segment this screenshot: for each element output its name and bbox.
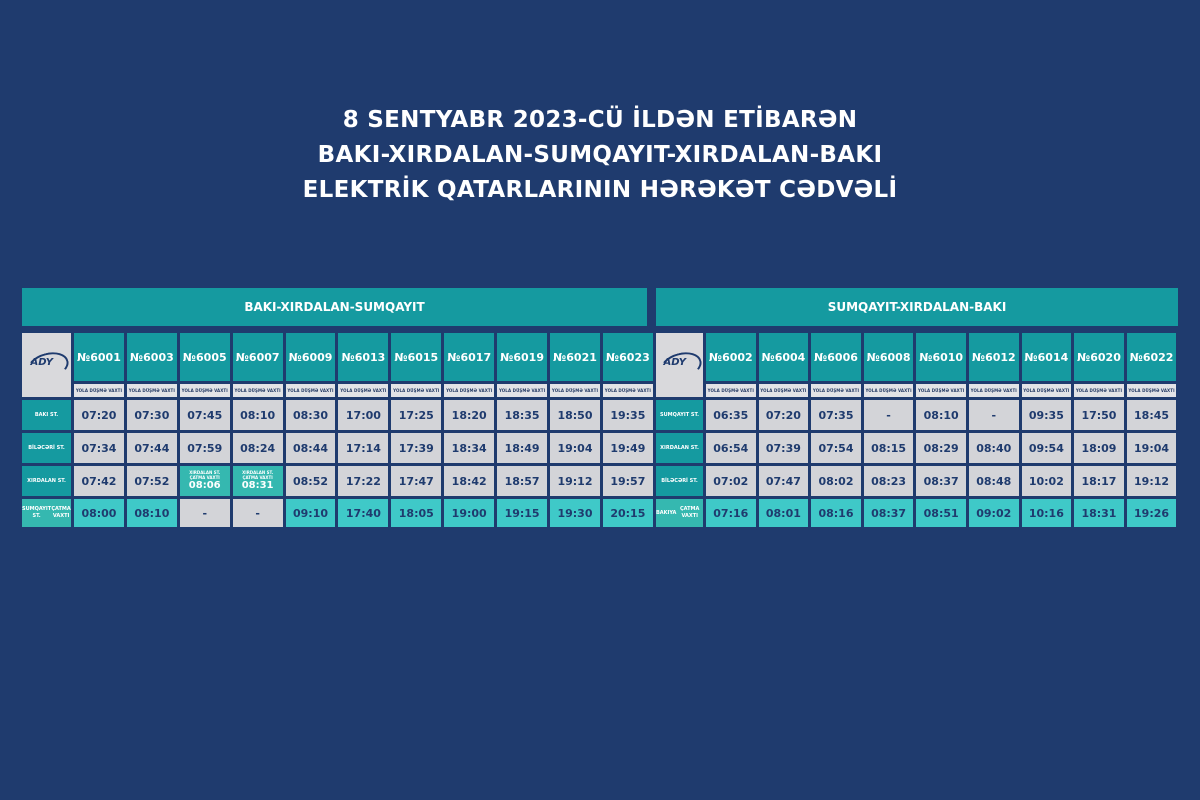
arrival-time: 19:00 <box>444 499 494 527</box>
station-label: BAKI ST. <box>22 400 71 430</box>
departure-time: 08:40 <box>969 433 1019 463</box>
departure-time-label: YOLA DÜŞMƏ VAXTI <box>1074 384 1124 397</box>
note-label: ÇATMA VAXTI <box>242 475 273 480</box>
departure-time: 08:44 <box>286 433 336 463</box>
departure-time-label: YOLA DÜŞMƏ VAXTI <box>706 384 756 397</box>
departure-time: 08:10 <box>916 400 966 430</box>
station-label: XIRDALAN ST. <box>656 433 703 463</box>
train-number-header: №6006 <box>811 333 861 381</box>
departure-time: 08:10 <box>233 400 283 430</box>
departure-time: 07:45 <box>180 400 230 430</box>
ady-logo-icon <box>660 353 700 377</box>
train-number-header: №6019 <box>497 333 547 381</box>
train-number-header: №6015 <box>391 333 441 381</box>
train-number-header: №6021 <box>550 333 600 381</box>
departure-time: 19:12 <box>1127 466 1177 496</box>
departure-time-label: YOLA DÜŞMƏ VAXTI <box>74 384 124 397</box>
train-number-header: №6001 <box>74 333 124 381</box>
departure-time: 07:20 <box>759 400 809 430</box>
train-number-header: №6017 <box>444 333 494 381</box>
departure-time-label: YOLA DÜŞMƏ VAXTI <box>864 384 914 397</box>
ady-logo <box>22 333 71 397</box>
departure-time: 19:04 <box>550 433 600 463</box>
departure-time-label: YOLA DÜŞMƏ VAXTI <box>497 384 547 397</box>
departure-time: 18:42 <box>444 466 494 496</box>
note-station: XIRDALAN ST. <box>189 470 221 475</box>
arrival-station-line1: SUMQAYIT ST. <box>22 506 52 519</box>
departure-time: 18:34 <box>444 433 494 463</box>
arrival-station-label <box>656 499 703 527</box>
departure-time: 18:50 <box>550 400 600 430</box>
departure-time: 07:59 <box>180 433 230 463</box>
departure-time: 08:24 <box>233 433 283 463</box>
departure-time: 08:30 <box>286 400 336 430</box>
left-panel-header: BAKI-XIRDALAN-SUMQAYIT <box>22 288 647 326</box>
arrival-station-line1: BAKIYA <box>656 509 677 516</box>
departure-time-label: YOLA DÜŞMƏ VAXTI <box>969 384 1019 397</box>
departure-time: 08:15 <box>864 433 914 463</box>
arrival-time: 08:00 <box>74 499 124 527</box>
logo-text: ADY <box>663 357 687 368</box>
arrival-time: 18:31 <box>1074 499 1124 527</box>
title-line-1: 8 SENTYABR 2023-CÜ İLDƏN ETİBARƏN <box>342 107 858 133</box>
departure-time-label: YOLA DÜŞMƏ VAXTI <box>759 384 809 397</box>
train-number-header: №6009 <box>286 333 336 381</box>
train-number-header: №6023 <box>603 333 653 381</box>
train-number-header: №6004 <box>759 333 809 381</box>
arrival-time: 20:15 <box>603 499 653 527</box>
arrival-time: 08:37 <box>864 499 914 527</box>
train-number-header: №6020 <box>1074 333 1124 381</box>
right-timetable <box>656 333 1176 527</box>
ady-logo-icon <box>27 353 67 377</box>
departure-time: 19:04 <box>1127 433 1177 463</box>
departure-time: 10:02 <box>1022 466 1072 496</box>
arrival-station-line2: ÇATMA VAXTI <box>680 506 700 519</box>
train-number-header: №6007 <box>233 333 283 381</box>
train-number-header: №6002 <box>706 333 756 381</box>
departure-time: 08:37 <box>916 466 966 496</box>
departure-time: 08:48 <box>969 466 1019 496</box>
departure-time-label: YOLA DÜŞMƏ VAXTI <box>916 384 966 397</box>
station-label: BİLƏCƏRİ ST. <box>656 466 703 496</box>
departure-time: 18:20 <box>444 400 494 430</box>
departure-time: 08:52 <box>286 466 336 496</box>
departure-time: 19:57 <box>603 466 653 496</box>
departure-time: 19:12 <box>550 466 600 496</box>
departure-time: 07:30 <box>127 400 177 430</box>
departure-time: 07:34 <box>74 433 124 463</box>
train-number-header: №6005 <box>180 333 230 381</box>
arrival-time: 09:10 <box>286 499 336 527</box>
departure-time-label: YOLA DÜŞMƏ VAXTI <box>550 384 600 397</box>
note-label: ÇATMA VAXTI <box>189 475 220 480</box>
departure-time: 06:54 <box>706 433 756 463</box>
baki-sumqayit-panel <box>22 288 651 520</box>
departure-time: 08:23 <box>864 466 914 496</box>
xirdalan-arrival-note <box>233 466 283 496</box>
departure-time-label: YOLA DÜŞMƏ VAXTI <box>1127 384 1177 397</box>
arrival-station-line2: ÇATMA VAXTI <box>51 506 71 519</box>
title-line-3: ELEKTRİK QATARLARININ HƏRƏKƏT CƏDVƏLİ <box>302 177 898 203</box>
departure-time: 18:35 <box>497 400 547 430</box>
departure-time-label: YOLA DÜŞMƏ VAXTI <box>1022 384 1072 397</box>
departure-time-label: YOLA DÜŞMƏ VAXTI <box>603 384 653 397</box>
departure-time: 18:45 <box>1127 400 1177 430</box>
arrival-time: 19:26 <box>1127 499 1177 527</box>
departure-time: 07:39 <box>759 433 809 463</box>
departure-time-label: YOLA DÜŞMƏ VAXTI <box>233 384 283 397</box>
departure-time-label: YOLA DÜŞMƏ VAXTI <box>286 384 336 397</box>
departure-time: 09:35 <box>1022 400 1072 430</box>
departure-time: - <box>864 400 914 430</box>
note-time: 08:06 <box>188 480 221 491</box>
arrival-time: 08:10 <box>127 499 177 527</box>
note-time: 08:31 <box>241 480 274 491</box>
departure-time: 06:35 <box>706 400 756 430</box>
departure-time: 07:20 <box>74 400 124 430</box>
arrival-time: 08:01 <box>759 499 809 527</box>
departure-time: 07:42 <box>74 466 124 496</box>
departure-time: 18:49 <box>497 433 547 463</box>
departure-time: 18:17 <box>1074 466 1124 496</box>
arrival-time: 07:16 <box>706 499 756 527</box>
arrival-time: 19:15 <box>497 499 547 527</box>
departure-time: 09:54 <box>1022 433 1072 463</box>
arrival-time: - <box>233 499 283 527</box>
departure-time: 07:35 <box>811 400 861 430</box>
departure-time: 07:54 <box>811 433 861 463</box>
arrival-time: 19:30 <box>550 499 600 527</box>
departure-time: 07:02 <box>706 466 756 496</box>
logo-text: ADY <box>30 357 54 368</box>
departure-time: 18:09 <box>1074 433 1124 463</box>
departure-time: - <box>969 400 1019 430</box>
departure-time: 08:29 <box>916 433 966 463</box>
train-number-header: №6010 <box>916 333 966 381</box>
station-label: SUMQAYIT ST. <box>656 400 703 430</box>
departure-time: 17:39 <box>391 433 441 463</box>
departure-time: 17:00 <box>338 400 388 430</box>
left-timetable <box>22 333 653 527</box>
departure-time: 17:47 <box>391 466 441 496</box>
train-number-header: №6014 <box>1022 333 1072 381</box>
train-number-header: №6022 <box>1127 333 1177 381</box>
note-station: XIRDALAN ST. <box>242 470 274 475</box>
departure-time: 17:14 <box>338 433 388 463</box>
arrival-time: 08:16 <box>811 499 861 527</box>
departure-time: 08:02 <box>811 466 861 496</box>
arrival-time: 17:40 <box>338 499 388 527</box>
station-label: XIRDALAN ST. <box>22 466 71 496</box>
departure-time: 17:25 <box>391 400 441 430</box>
departure-time: 19:35 <box>603 400 653 430</box>
train-number-header: №6008 <box>864 333 914 381</box>
xirdalan-arrival-note <box>180 466 230 496</box>
station-label: BİLƏCƏRİ ST. <box>22 433 71 463</box>
departure-time: 07:47 <box>759 466 809 496</box>
right-panel-header: SUMQAYIT-XIRDALAN-BAKI <box>656 288 1178 326</box>
arrival-time: 10:16 <box>1022 499 1072 527</box>
departure-time: 07:52 <box>127 466 177 496</box>
departure-time-label: YOLA DÜŞMƏ VAXTI <box>444 384 494 397</box>
ady-logo <box>656 333 703 397</box>
arrival-time: 09:02 <box>969 499 1019 527</box>
departure-time-label: YOLA DÜŞMƏ VAXTI <box>391 384 441 397</box>
departure-time: 19:49 <box>603 433 653 463</box>
departure-time-label: YOLA DÜŞMƏ VAXTI <box>180 384 230 397</box>
departure-time: 18:57 <box>497 466 547 496</box>
arrival-time: - <box>180 499 230 527</box>
departure-time-label: YOLA DÜŞMƏ VAXTI <box>127 384 177 397</box>
title-line-2: BAKI-XIRDALAN-SUMQAYIT-XIRDALAN-BAKI <box>317 142 883 168</box>
train-number-header: №6003 <box>127 333 177 381</box>
arrival-station-label <box>22 499 71 527</box>
departure-time: 17:50 <box>1074 400 1124 430</box>
train-number-header: №6012 <box>969 333 1019 381</box>
departure-time: 07:44 <box>127 433 177 463</box>
departure-time-label: YOLA DÜŞMƏ VAXTI <box>811 384 861 397</box>
sumqayit-baki-panel <box>656 288 1178 520</box>
departure-time: 17:22 <box>338 466 388 496</box>
arrival-time: 08:51 <box>916 499 966 527</box>
departure-time-label: YOLA DÜŞMƏ VAXTI <box>338 384 388 397</box>
schedule-title <box>0 103 1200 208</box>
train-number-header: №6013 <box>338 333 388 381</box>
arrival-time: 18:05 <box>391 499 441 527</box>
